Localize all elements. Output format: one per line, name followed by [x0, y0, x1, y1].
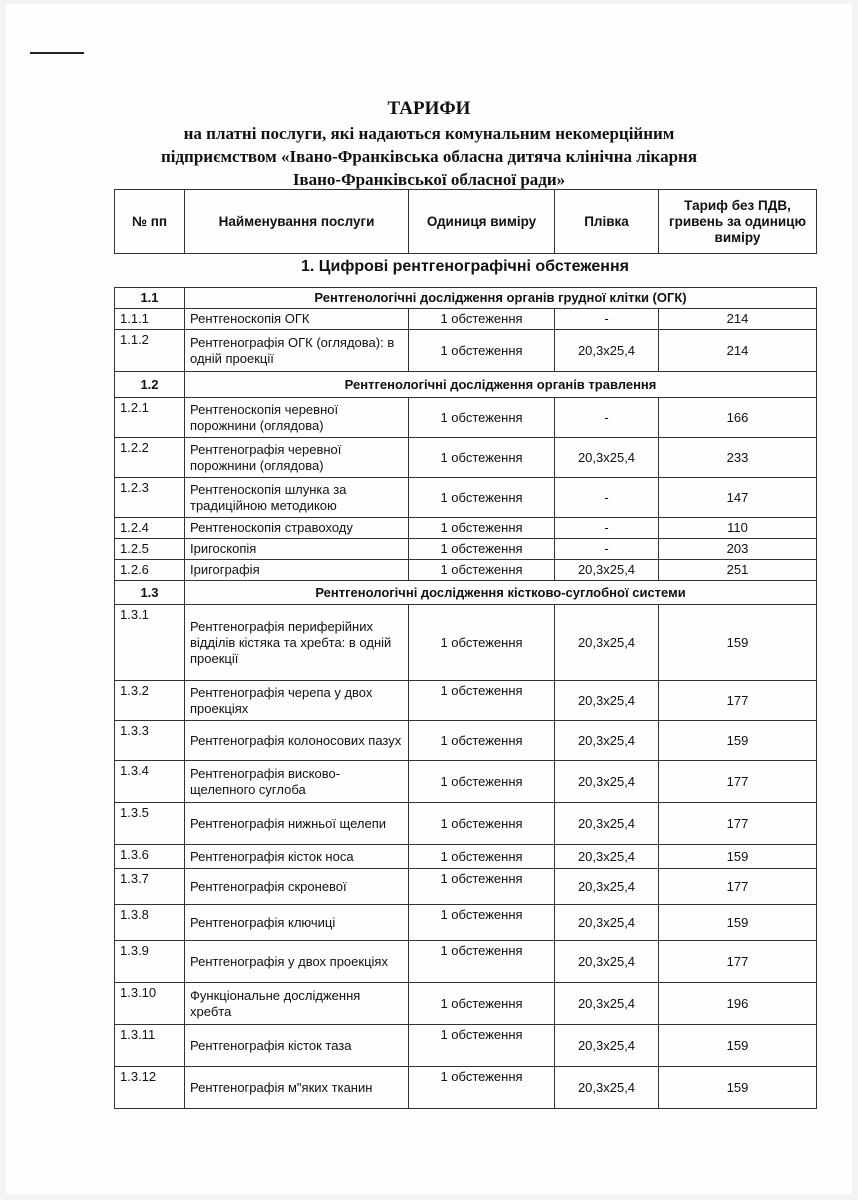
row-unit: 1 обстеження — [409, 941, 555, 983]
row-num: 1.3.5 — [115, 803, 185, 845]
row-film: 20,3х25,4 — [555, 803, 659, 845]
row-tariff: 159 — [659, 1067, 817, 1109]
row-tariff: 159 — [659, 721, 817, 761]
table-row — [115, 681, 817, 721]
group-row — [115, 288, 817, 309]
row-tariff: 177 — [659, 803, 817, 845]
table-row — [115, 605, 817, 681]
row-name: Функціональне дослідження хребта — [185, 983, 409, 1025]
row-name: Рентгенографія колоносових пазух — [185, 721, 409, 761]
row-num: 1.2.4 — [115, 518, 185, 539]
row-unit: 1 обстеження — [409, 721, 555, 761]
table-row — [115, 721, 817, 761]
row-tariff: 159 — [659, 605, 817, 681]
row-name: Рентгенографія черепа у двох проекціях — [185, 681, 409, 721]
row-unit: 1 обстеження — [409, 845, 555, 869]
row-film: 20,3х25,4 — [555, 681, 659, 721]
group-title: Рентгенологічні дослідження органів травлення — [185, 372, 817, 398]
row-film: - — [555, 398, 659, 438]
row-tariff: 159 — [659, 905, 817, 941]
row-film: 20,3х25,4 — [555, 845, 659, 869]
row-film: 20,3х25,4 — [555, 983, 659, 1025]
row-film: 20,3х25,4 — [555, 869, 659, 905]
group-num: 1.2 — [115, 372, 185, 398]
document-subtitle-line-3: Івано-Франківської обласної ради» — [292, 170, 566, 189]
row-tariff: 233 — [659, 438, 817, 478]
header-num: № пп — [115, 190, 185, 254]
row-unit: 1 обстеження — [409, 905, 555, 941]
row-unit: 1 обстеження — [409, 309, 555, 330]
row-num: 1.3.7 — [115, 869, 185, 905]
table-row — [115, 941, 817, 983]
row-film: - — [555, 539, 659, 560]
row-name: Іригографія — [185, 560, 409, 581]
group-num: 1.1 — [115, 288, 185, 309]
table-row — [115, 803, 817, 845]
row-num: 1.3.2 — [115, 681, 185, 721]
row-tariff: 251 — [659, 560, 817, 581]
row-tariff: 110 — [659, 518, 817, 539]
table-row — [115, 539, 817, 560]
table-row — [115, 478, 817, 518]
row-name: Рентгенографія висково-щелепного суглоба — [185, 761, 409, 803]
row-unit: 1 обстеження — [409, 539, 555, 560]
document-title: ТАРИФИ — [387, 98, 471, 119]
row-name: Рентгенографія ОГК (оглядова): в одній проекції — [185, 330, 409, 372]
group-row — [115, 581, 817, 605]
header-name: Найменування послуги — [185, 190, 409, 254]
section-title: 1. Цифрові рентгенографічні обстеження — [301, 258, 629, 275]
row-film: 20,3х25,4 — [555, 1025, 659, 1067]
row-film: 20,3х25,4 — [555, 438, 659, 478]
table-row — [115, 560, 817, 581]
row-name: Рентгеноскопія стравоходу — [185, 518, 409, 539]
row-tariff: 196 — [659, 983, 817, 1025]
row-name: Рентгенографія кісток носа — [185, 845, 409, 869]
table-row — [115, 1025, 817, 1067]
row-unit: 1 обстеження — [409, 478, 555, 518]
row-name: Рентгенографія м"яких тканин — [185, 1067, 409, 1109]
header-tariff: Тариф без ПДВ, гривень за одиницю виміру — [659, 190, 817, 254]
row-num: 1.3.4 — [115, 761, 185, 803]
row-num: 1.3.6 — [115, 845, 185, 869]
table-row — [115, 1067, 817, 1109]
row-num: 1.3.1 — [115, 605, 185, 681]
group-num: 1.3 — [115, 581, 185, 605]
row-num: 1.3.11 — [115, 1025, 185, 1067]
margin-mark — [30, 52, 84, 54]
row-unit: 1 обстеження — [409, 398, 555, 438]
row-name: Рентгенографія скроневої — [185, 869, 409, 905]
row-unit: 1 обстеження — [409, 605, 555, 681]
row-num: 1.1.1 — [115, 309, 185, 330]
table-row — [115, 983, 817, 1025]
row-unit: 1 обстеження — [409, 803, 555, 845]
row-film: 20,3х25,4 — [555, 761, 659, 803]
group-title: Рентгенологічні дослідження органів грудної клітки (ОГК) — [185, 288, 817, 309]
header-row — [115, 190, 817, 254]
row-num: 1.3.10 — [115, 983, 185, 1025]
table-row — [115, 398, 817, 438]
row-film: 20,3х25,4 — [555, 721, 659, 761]
row-tariff: 166 — [659, 398, 817, 438]
row-film: 20,3х25,4 — [555, 560, 659, 581]
table-row — [115, 869, 817, 905]
row-unit: 1 обстеження — [409, 983, 555, 1025]
row-name: Рентгенографія нижньої щелепи — [185, 803, 409, 845]
row-unit: 1 обстеження — [409, 560, 555, 581]
row-name: Рентгенографія кісток таза — [185, 1025, 409, 1067]
row-unit: 1 обстеження — [409, 1067, 555, 1109]
tariff-table — [114, 287, 817, 1109]
document-subtitle-line-1: на платні послуги, які надаються комунальним некомерційним — [183, 124, 675, 143]
row-num: 1.2.3 — [115, 478, 185, 518]
row-name: Рентгеноскопія ОГК — [185, 309, 409, 330]
row-tariff: 159 — [659, 1025, 817, 1067]
row-tariff: 203 — [659, 539, 817, 560]
group-title: Рентгенологічні дослідження кістково-суглобної системи — [185, 581, 817, 605]
row-film: - — [555, 309, 659, 330]
header-unit: Одиниця виміру — [409, 190, 555, 254]
row-name: Рентгенографія ключиці — [185, 905, 409, 941]
row-tariff: 214 — [659, 309, 817, 330]
document-subtitle-line-2: підприємством «Івано-Франківська обласна дитяча клінічна лікарня — [160, 147, 698, 166]
table-row — [115, 438, 817, 478]
header-film: Плівка — [555, 190, 659, 254]
row-film: 20,3х25,4 — [555, 1067, 659, 1109]
row-name: Рентгеноскопія черевної порожнини (оглядова) — [185, 398, 409, 438]
row-unit: 1 обстеження — [409, 330, 555, 372]
row-num: 1.3.8 — [115, 905, 185, 941]
table-row — [115, 761, 817, 803]
row-unit: 1 обстеження — [409, 681, 555, 721]
row-film: - — [555, 478, 659, 518]
row-num: 1.2.6 — [115, 560, 185, 581]
row-unit: 1 обстеження — [409, 869, 555, 905]
row-film: 20,3х25,4 — [555, 605, 659, 681]
row-num: 1.2.2 — [115, 438, 185, 478]
table-row — [115, 845, 817, 869]
row-num: 1.2.5 — [115, 539, 185, 560]
table-row — [115, 905, 817, 941]
row-name: Іригоскопія — [185, 539, 409, 560]
row-tariff: 214 — [659, 330, 817, 372]
row-tariff: 177 — [659, 869, 817, 905]
tariff-table-header — [114, 189, 817, 254]
group-row — [115, 372, 817, 398]
row-tariff: 177 — [659, 941, 817, 983]
row-num: 1.3.12 — [115, 1067, 185, 1109]
table-row — [115, 518, 817, 539]
row-tariff: 147 — [659, 478, 817, 518]
row-film: - — [555, 518, 659, 539]
table-row — [115, 309, 817, 330]
row-tariff: 177 — [659, 761, 817, 803]
row-film: 20,3х25,4 — [555, 905, 659, 941]
row-unit: 1 обстеження — [409, 518, 555, 539]
row-unit: 1 обстеження — [409, 761, 555, 803]
row-name: Рентгенографія у двох проекціях — [185, 941, 409, 983]
row-num: 1.1.2 — [115, 330, 185, 372]
row-tariff: 177 — [659, 681, 817, 721]
row-name: Рентгенографія периферійних відділів кістяка та хребта: в одній проекції — [185, 605, 409, 681]
row-name: Рентгеноскопія шлунка за традиційною методикою — [185, 478, 409, 518]
row-num: 1.2.1 — [115, 398, 185, 438]
row-film: 20,3х25,4 — [555, 941, 659, 983]
row-num: 1.3.9 — [115, 941, 185, 983]
row-tariff: 159 — [659, 845, 817, 869]
table-row — [115, 330, 817, 372]
row-name: Рентгенографія черевної порожнини (оглядова) — [185, 438, 409, 478]
row-unit: 1 обстеження — [409, 1025, 555, 1067]
row-num: 1.3.3 — [115, 721, 185, 761]
row-film: 20,3х25,4 — [555, 330, 659, 372]
row-unit: 1 обстеження — [409, 438, 555, 478]
